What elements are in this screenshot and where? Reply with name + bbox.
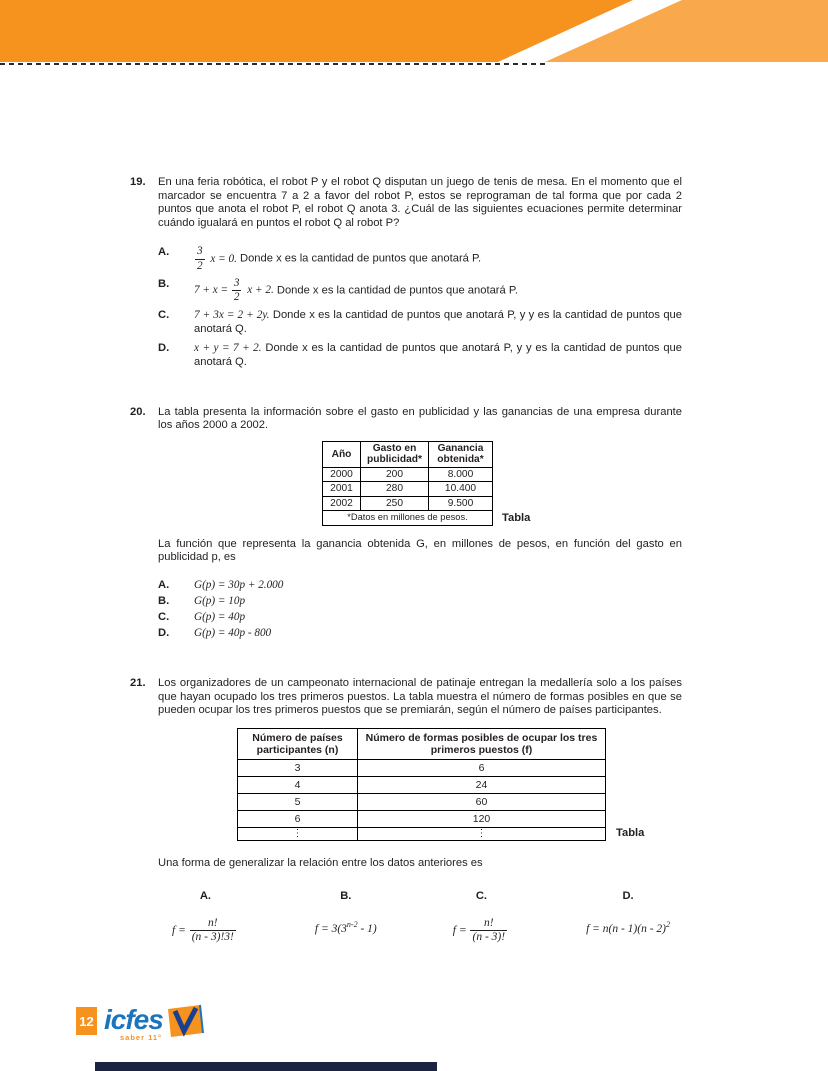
option-20-a — [158, 577, 682, 593]
table-row — [323, 496, 493, 511]
question-20-followup: La función que representa la ganancia obtenida G, en millones de pesos, en función del gasto en publicidad p, es — [158, 537, 682, 564]
header-band — [0, 0, 828, 62]
option-letter: A. — [158, 246, 170, 259]
option-letter: B. — [340, 890, 352, 903]
option-formula: G(p) = 30p + 2.000 — [194, 578, 284, 591]
table-row — [238, 793, 606, 810]
option-20-b — [158, 593, 682, 609]
questions-column — [130, 176, 682, 944]
table-header-row — [238, 728, 606, 759]
option-formula: $f = 3(3^{n-2} - 1)$ — [314, 919, 377, 935]
table-header-cell: Número de países participantes (n) — [238, 728, 358, 759]
option-letter: C. — [475, 890, 487, 903]
option-formula: f = $\frac{n!}{(n - 3)!3!}$ — [172, 916, 234, 944]
table-cell: 120 — [358, 810, 606, 827]
question-21 — [130, 677, 682, 944]
table-cell: ⋮ — [358, 827, 606, 840]
table-cell: 6 — [238, 810, 358, 827]
option-formula: f = $\frac{n!}{(n - 3)!}$ — [452, 916, 506, 944]
option-formula: x + y = 7 + 2. — [194, 342, 262, 355]
table-cell: 9.500 — [429, 496, 493, 511]
option-21-a — [172, 890, 239, 944]
question-21-options — [172, 890, 670, 944]
option-19-d — [158, 342, 682, 369]
option-formula: $\frac{3}{2}$ x = 0. — [197, 245, 237, 272]
table-cell: ⋮ — [238, 827, 358, 840]
table-cell: 8.000 — [429, 467, 493, 482]
table-cell: 2002 — [323, 496, 361, 511]
option-text: Donde x es la cantidad de puntos que anotará P, y y es la cantidad de puntos que anotará Q. — [194, 309, 682, 335]
page-number: 12 — [79, 1013, 94, 1029]
option-19-b — [158, 278, 682, 303]
combinations-table — [237, 728, 606, 841]
question-20-options — [158, 577, 682, 641]
question-21-stem: Los organizadores de un campeonato internacional de patinaje entregan la medallería solo a los países que hayan ocupado los tres primeros puestos. La tabla muestra el número de formas posibles en que se pueden ocupar los tres primeros puestos que se premiarán, según el número de países participantes. — [158, 676, 682, 717]
table-cell: 250 — [361, 496, 429, 511]
fraction: $\frac{3}{2}$ — [233, 276, 240, 303]
option-19-a — [158, 246, 682, 271]
table-cell: 24 — [358, 776, 606, 793]
spending-profit-table-block — [322, 441, 682, 526]
question-19 — [130, 176, 682, 376]
fraction: $\frac{n!}{(n - 3)!3!}$ — [191, 916, 234, 944]
spending-profit-table — [322, 441, 493, 526]
table-row — [323, 467, 493, 482]
table-cell: 280 — [361, 482, 429, 497]
option-formula: 7 + 3x = 2 + 2y. — [194, 309, 270, 322]
table-cell: 4 — [238, 776, 358, 793]
table-cell: 2000 — [323, 467, 361, 482]
bottom-navy-bar — [95, 1062, 437, 1071]
question-number: 20. — [130, 405, 146, 418]
icfes-logo — [104, 1006, 204, 1042]
fraction: $\frac{3}{2}$ — [197, 245, 203, 272]
option-formula: 7 + x = $\frac{3}{2}$ x + 2. — [194, 276, 274, 303]
table-header-cell: Año — [323, 441, 361, 467]
option-formula: G(p) = 10p — [194, 594, 246, 607]
table-ellipsis-row — [238, 827, 606, 840]
table-cell: 2001 — [323, 482, 361, 497]
option-formula: G(p) = 40p — [194, 610, 246, 623]
option-formula: G(p) = 40p - 800 — [194, 626, 272, 639]
icfes-wordmark: icfes — [104, 1004, 163, 1035]
option-19-c — [158, 309, 682, 336]
option-20-c — [158, 609, 682, 625]
page-number-badge — [76, 1007, 97, 1035]
table-header-cell: Gasto en publicidad* — [361, 441, 429, 467]
option-letter: A. — [199, 890, 212, 903]
table-header-row — [323, 441, 493, 467]
option-20-d — [158, 625, 682, 641]
table-cell: 5 — [238, 793, 358, 810]
table-cell: 60 — [358, 793, 606, 810]
question-number: 19. — [130, 176, 146, 188]
option-letter: D. — [158, 342, 170, 355]
table-footnote-row — [323, 511, 493, 526]
table-caption: Tabla — [616, 827, 645, 840]
question-number: 21. — [130, 676, 146, 689]
option-letter: B. — [158, 277, 170, 290]
option-text: Donde x es la cantidad de puntos que anotará P. — [276, 284, 518, 297]
option-letter: C. — [158, 610, 170, 623]
table-header-cell: Número de formas posibles de ocupar los tres primeros puestos (f) — [358, 728, 606, 759]
option-21-d — [586, 890, 670, 944]
saber11-label: saber 11° — [120, 1033, 163, 1042]
option-21-b — [315, 890, 377, 944]
dashed-divider — [0, 63, 546, 65]
option-text: Donde x es la cantidad de puntos que anotará P, y y es la cantidad de puntos que anotará Q. — [194, 342, 682, 368]
table-cell: 6 — [358, 759, 606, 776]
option-letter: A. — [158, 578, 170, 591]
option-21-c — [453, 890, 510, 944]
table-cell: 200 — [361, 467, 429, 482]
table-row — [323, 482, 493, 497]
option-formula: f = n(n - 1)(n - 2)$^2$ — [586, 919, 670, 935]
question-21-followup: Una forma de generalizar la relación entre los datos anteriores es — [158, 856, 483, 869]
question-20 — [130, 406, 682, 641]
icfes-logo-mark — [166, 1004, 204, 1038]
combinations-table-block — [237, 728, 682, 841]
table-cell: 3 — [238, 759, 358, 776]
option-letter: D. — [158, 626, 170, 639]
question-20-stem: La tabla presenta la información sobre el gasto en publicidad y las ganancias de una empresa durante los años 2000 a 2002. — [158, 405, 682, 432]
table-header-cell: Ganancia obtenida* — [429, 441, 493, 467]
question-19-stem: En una feria robótica, el robot P y el robot Q disputan un juego de tenis de mesa. En el momento que el marcador se encuentra 7 a 2 a favor del robot P, estos se reprograman de tal forma que por cada 2 puntos que anota el robot P, el robot Q anota 3. ¿Cuál de las siguientes ecuaciones permite determinar cuándo igualará en puntos el robot Q al robot P? — [158, 176, 682, 229]
table-row — [238, 810, 606, 827]
option-letter: D. — [622, 890, 634, 903]
fraction: $\frac{n!}{(n - 3)!}$ — [472, 916, 506, 944]
table-caption: Tabla — [502, 512, 531, 525]
table-cell: 10.400 — [429, 482, 493, 497]
table-footnote: *Datos en millones de pesos. — [323, 511, 493, 526]
table-row — [238, 759, 606, 776]
option-text: Donde x es la cantidad de puntos que anotará P. — [240, 252, 482, 265]
option-letter: C. — [158, 309, 170, 322]
table-row — [238, 776, 606, 793]
option-letter: B. — [158, 594, 170, 607]
